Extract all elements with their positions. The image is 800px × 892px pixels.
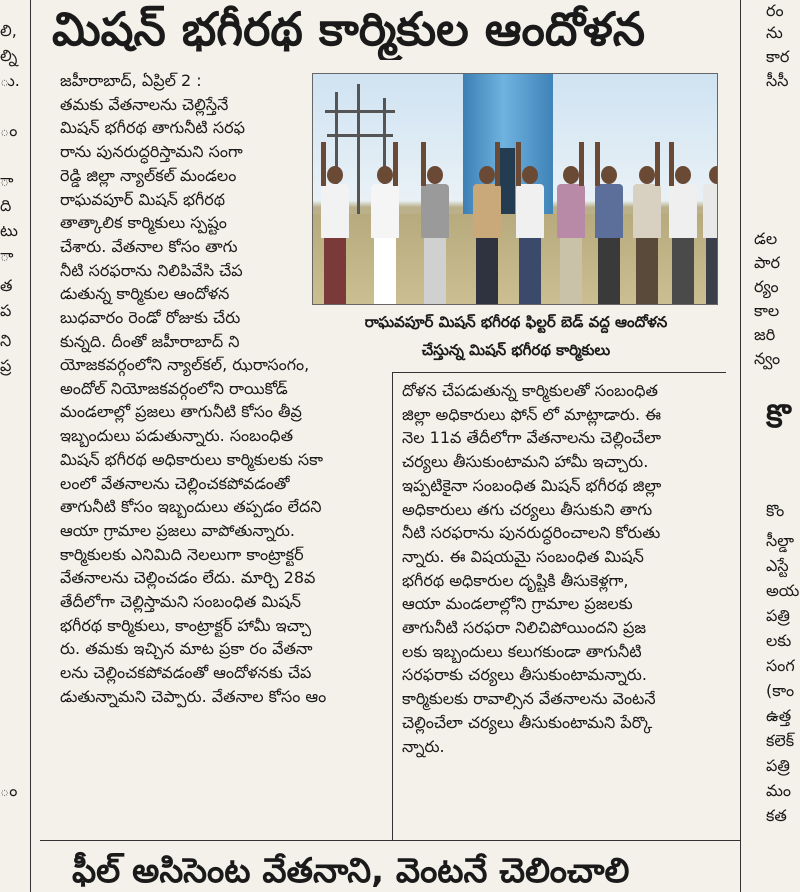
text-line: మిషన్ భగీరథ తాగునీటి సరఫ <box>60 118 245 138</box>
fragment-text: ని <box>0 331 12 350</box>
fragment-text: ది <box>0 196 12 215</box>
text-line: సరఫరాకు చర్యలు తీసుకుంటామన్నారు. <box>402 665 647 685</box>
fragment-text: ప్ర <box>0 356 12 375</box>
next-article-headline: ఫీల్ అసిసెంట వేతనాని, వెంటనే చెలించాలి <box>72 851 630 891</box>
fragment-text: ం <box>0 781 18 800</box>
text-line: రాను పునరుద్ధరిస్తామని సంగా <box>60 142 243 162</box>
text-line: చెల్లించేలా చర్యలు తీసుకుంటామని పేర్కొ <box>402 712 653 732</box>
text-line: లను చెల్లించకపోవడంతో ఆందోళనకు చేప <box>60 663 312 683</box>
text-line: రు. తమకు ఇచ్చిన మాట ప్రకా రం వేతనా <box>60 639 313 659</box>
fragment-text: ల్ని <box>0 46 18 65</box>
fragment-text: సీసీ <box>766 71 789 90</box>
text-line: ఇబ్బందులు పడుతున్నారు. సంబంధిత <box>60 426 294 446</box>
text-line: భగీరథ అధికారుల దృష్టికి తీసుకెళ్లగా, <box>402 570 629 590</box>
text-line: నీటి సరఫరాను నిలిపివేసి చేప <box>60 260 243 280</box>
fragment-text: కత <box>766 806 787 825</box>
fragment-text: ా <box>0 246 14 265</box>
text-line: రెడ్డి జిల్లా న్యాల్‌కల్ మండలం <box>60 165 237 185</box>
fragment-text: జరి <box>754 325 776 344</box>
text-line: లకు ఇబ్బందులు కలుగకుండా తాగునీటి <box>402 641 642 661</box>
fragment-text: కార <box>766 47 790 66</box>
column-divider-left <box>30 0 31 892</box>
fragment-text: కొం <box>766 501 785 520</box>
fragment-text: రం <box>766 1 784 20</box>
fragment-text: త <box>0 276 13 295</box>
fragment-text: ప <box>0 301 12 320</box>
photo-caption-line-2: చేస్తున్న మిషన్ భగీరథ కార్మికులు <box>421 341 611 359</box>
text-line: కార్మికులకు రావాల్సిన వేతనాలను వెంటనే <box>402 689 656 709</box>
fragment-text: లి, <box>0 21 17 40</box>
text-line: లంలో వేతనాలను చెల్లించకపోవడంతో <box>60 473 290 493</box>
text-line: ఆయా మండలాల్లోని గ్రామాల ప్రజలకు <box>402 594 633 614</box>
text-line: న్నారు. <box>402 736 445 756</box>
fragment-text: అయ <box>766 581 800 600</box>
fragment-text: ఉత్త <box>766 706 792 725</box>
text-line: నెల 11వ తేదీలోగా వేతనాలను చెల్లించేలా <box>402 428 661 448</box>
text-line: డుతున్నామని చెప్పారు. వేతనాల కోసం ఆం <box>60 686 327 706</box>
text-line: భగీరథ కార్మికులు, కాంట్రాక్టర్ హామీ ఇచ్చా <box>60 615 312 635</box>
text-line: తాత్కాలిక కార్మికులు స్పష్టం <box>60 213 227 233</box>
fragment-text: మం <box>766 781 792 800</box>
caption-divider <box>392 372 726 373</box>
fragment-text: న్వం <box>754 349 781 368</box>
article-bottom-rule <box>40 840 740 841</box>
text-line: కున్నది. దీంతో జహీరాబాద్ ని <box>60 331 240 351</box>
text-line: అధికారులు తగు చర్యలు తీసుకుని తాగు <box>402 499 653 519</box>
article-body-right <box>402 379 720 758</box>
fragment-text: పత్రి <box>766 606 790 625</box>
text-line: చేశారు. వేతనాల కోసం తాగు <box>60 236 238 256</box>
text-line: తాగునీటి కోసం ఇబ్బందులు తప్పడం లేదని <box>60 497 322 517</box>
text-line: న్నారు. ఈ విషయమై సంబంధిత మిషన్ <box>402 546 644 566</box>
column-divider-right <box>740 0 741 892</box>
text-line: అందోల్ నియోజకవర్గంలోని రాయికోడ్ <box>60 378 288 398</box>
headline: మిషన్ భగీరథ కార్మికుల ఆందోళన <box>52 2 646 56</box>
fragment-text: కొ <box>766 397 791 435</box>
text-line: యోజకవర్గంలోని న్యాల్‌కల్, ఝరాసంగం, <box>60 355 310 374</box>
text-line: వేతనాలను చెల్లించడం లేదు. మార్చి 28వ <box>60 568 316 588</box>
fragment-text: సీల్డా <box>766 531 794 550</box>
text-line: నీటి సరఫరాను పునరుద్ధరించాలని కోరుతు <box>402 523 661 543</box>
text-line: ఆయా గ్రామాల ప్రజలు వాపోతున్నారు. <box>60 520 295 540</box>
fragment-text: కలెక్ <box>766 731 795 750</box>
previous-column-fragments <box>0 0 28 892</box>
article-body-left <box>60 353 378 709</box>
fragment-text: డల <box>754 229 778 248</box>
fragment-text: ు. <box>0 71 20 90</box>
article-intro <box>60 69 302 353</box>
text-line: మిషన్ భగీరథ అధికారులు కార్మికులకు సకా <box>60 449 324 469</box>
text-line: రాఘవపూర్ మిషన్ భగీరథ <box>60 189 226 209</box>
text-line: కార్మికులకు ఎనిమిది నెలలుగా కాంట్రాక్టర్ <box>60 544 304 564</box>
text-line: జిల్లా అధికారులు ఫోన్ లో మాట్లాడారు. ఈ <box>402 404 662 424</box>
text-line: దోళన చేపడుతున్న కార్మికులతో సంబంధిత <box>402 381 658 400</box>
next-column-fragments <box>742 0 800 892</box>
text-line: తాగునీటి సరఫరా నిలిచిపోయిందని ప్రజ <box>402 618 647 638</box>
fragment-text: ం <box>0 121 18 140</box>
text-line: డుతున్న కార్మికుల ఆందోళన <box>60 284 230 304</box>
fragment-text: కాల <box>754 301 780 320</box>
fragment-text: టు <box>0 221 18 240</box>
text-line: తమకు వేతనాలను చెల్లిస్తేనే <box>60 94 229 114</box>
fragment-text: ను <box>766 23 783 42</box>
fragment-text: సంగ <box>766 656 795 675</box>
text-line: తేదీలోగా చెల్లిస్తామని సంబంధిత మిషన్ <box>60 592 302 612</box>
fragment-text: (కాం <box>766 681 795 700</box>
fragment-text: పార <box>754 253 780 272</box>
fragment-text: ా <box>0 171 14 190</box>
column-divider-middle <box>392 372 393 840</box>
fragment-text: ర్యం <box>754 277 779 296</box>
text-line: ఇప్పటికైనా సంబంధిత మిషన్ భగీరథ జిల్లా <box>402 475 662 495</box>
text-line: మండలాల్లో ప్రజలు తాగునీటి కోసం తీవ్ర <box>60 402 302 422</box>
text-line: జహీరాబాద్, ఏప్రిల్ 2 : <box>60 71 202 90</box>
photo-caption-line-1: రాఘవపూర్ మిషన్ భగీరథ ఫిల్టర్ బెడ్ వద్ద ఆందోళన <box>364 313 668 331</box>
fragment-text: లకు <box>766 631 792 650</box>
text-line: చర్యలు తీసుకుంటామని హామీ ఇచ్చారు. <box>402 452 649 472</box>
fragment-text: ఎస్టే <box>766 556 789 575</box>
text-line: బుధవారం రెండో రోజుకు చేరు <box>60 308 241 328</box>
fragment-text: పత్రి <box>766 756 790 775</box>
news-photo <box>312 73 718 305</box>
